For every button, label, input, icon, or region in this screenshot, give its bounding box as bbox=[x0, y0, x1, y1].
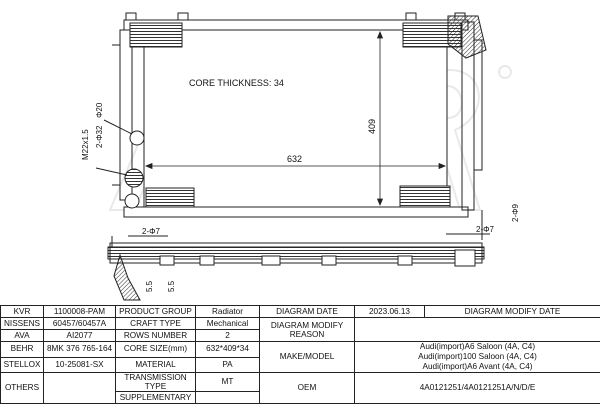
nissens-value: 60457/60457A bbox=[44, 318, 116, 330]
rows-number-label: ROWS NUMBER bbox=[116, 330, 196, 342]
oem-value: 4A0121251/4A0121251A/N/D/E bbox=[355, 373, 600, 404]
transmission-value: MT bbox=[196, 373, 260, 392]
bottom-side-view bbox=[108, 210, 490, 300]
others-label: OTHERS bbox=[1, 373, 44, 404]
core-thickness-label: CORE THICKNESS: 34 bbox=[189, 78, 284, 88]
stellox-label: STELLOX bbox=[1, 357, 44, 373]
table-row bbox=[1, 318, 600, 330]
product-group-label: PRODUCT GROUP bbox=[116, 306, 196, 318]
material-value: PA bbox=[196, 357, 260, 373]
others-value bbox=[44, 373, 116, 404]
diagram-modify-date-label: DIAGRAM MODIFY DATE bbox=[425, 306, 600, 318]
bottom-tank bbox=[124, 207, 468, 217]
supplementary-label: SUPPLEMENTARY bbox=[116, 392, 196, 404]
dim-5-5-b-label: 5.5 bbox=[167, 280, 176, 292]
table-row bbox=[1, 373, 600, 392]
modify-reason-label: DIAGRAM MODIFY REASON bbox=[260, 318, 355, 342]
dim-thread-label: M22x1.5 bbox=[81, 129, 90, 160]
behr-label: BEHR bbox=[1, 342, 44, 358]
radiator-core bbox=[144, 30, 447, 207]
make-model-label: MAKE/MODEL bbox=[260, 342, 355, 373]
height-dimension-label: 409 bbox=[367, 119, 377, 134]
kvr-label: KVR bbox=[1, 306, 44, 318]
table-row bbox=[1, 342, 600, 358]
material-label: MATERIAL bbox=[116, 357, 196, 373]
dim-2phi7-right-label: 2-Φ7 bbox=[476, 225, 494, 234]
rows-number-value: 2 bbox=[196, 330, 260, 342]
nissens-label: NISSENS bbox=[1, 318, 44, 330]
dim-2phi7-left-label: 2-Φ7 bbox=[142, 227, 160, 236]
craft-type-value: Mechanical bbox=[196, 318, 260, 330]
dim-2phi9-label: 2-Φ9 bbox=[511, 204, 520, 222]
modify-reason-value bbox=[355, 318, 600, 342]
ava-label: AVA bbox=[1, 330, 44, 342]
product-group-value: Radiator bbox=[196, 306, 260, 318]
table-row bbox=[1, 306, 600, 318]
transmission-label: TRANSMISSION TYPE bbox=[116, 373, 196, 392]
craft-type-label: CRAFT TYPE bbox=[116, 318, 196, 330]
core-size-value: 632*409*34 bbox=[196, 342, 260, 358]
behr-value: 8MK 376 765-164 bbox=[44, 342, 116, 358]
right-bracket-hatch bbox=[448, 16, 486, 58]
oem-label: OEM bbox=[260, 373, 355, 404]
make-model-line: Audi(import)A6 Avant (4A, C4) bbox=[357, 362, 598, 372]
diagram-date-value: 2023.06.13 bbox=[355, 306, 425, 318]
kvr-value: 1100008-PAM bbox=[44, 306, 116, 318]
dim-5-5-a-label: 5.5 bbox=[145, 280, 154, 292]
ava-value: AI2077 bbox=[44, 330, 116, 342]
make-model-value bbox=[355, 342, 600, 373]
spec-table bbox=[0, 305, 600, 404]
width-dimension-label: 632 bbox=[287, 154, 302, 164]
core-size-label: CORE SIZE(mm) bbox=[116, 342, 196, 358]
make-model-line: Audi(import)100 Saloon (4A, C4) bbox=[357, 352, 598, 362]
make-model-line: Audi(import)A6 Saloon (4A, C4) bbox=[357, 342, 598, 352]
dim-2phi32-label: 2-Φ32 bbox=[95, 125, 104, 148]
dim-phi20-label: Φ20 bbox=[95, 102, 104, 118]
diagram-date-label: DIAGRAM DATE bbox=[260, 306, 355, 318]
stellox-value: 10-25081-SX bbox=[44, 357, 116, 373]
